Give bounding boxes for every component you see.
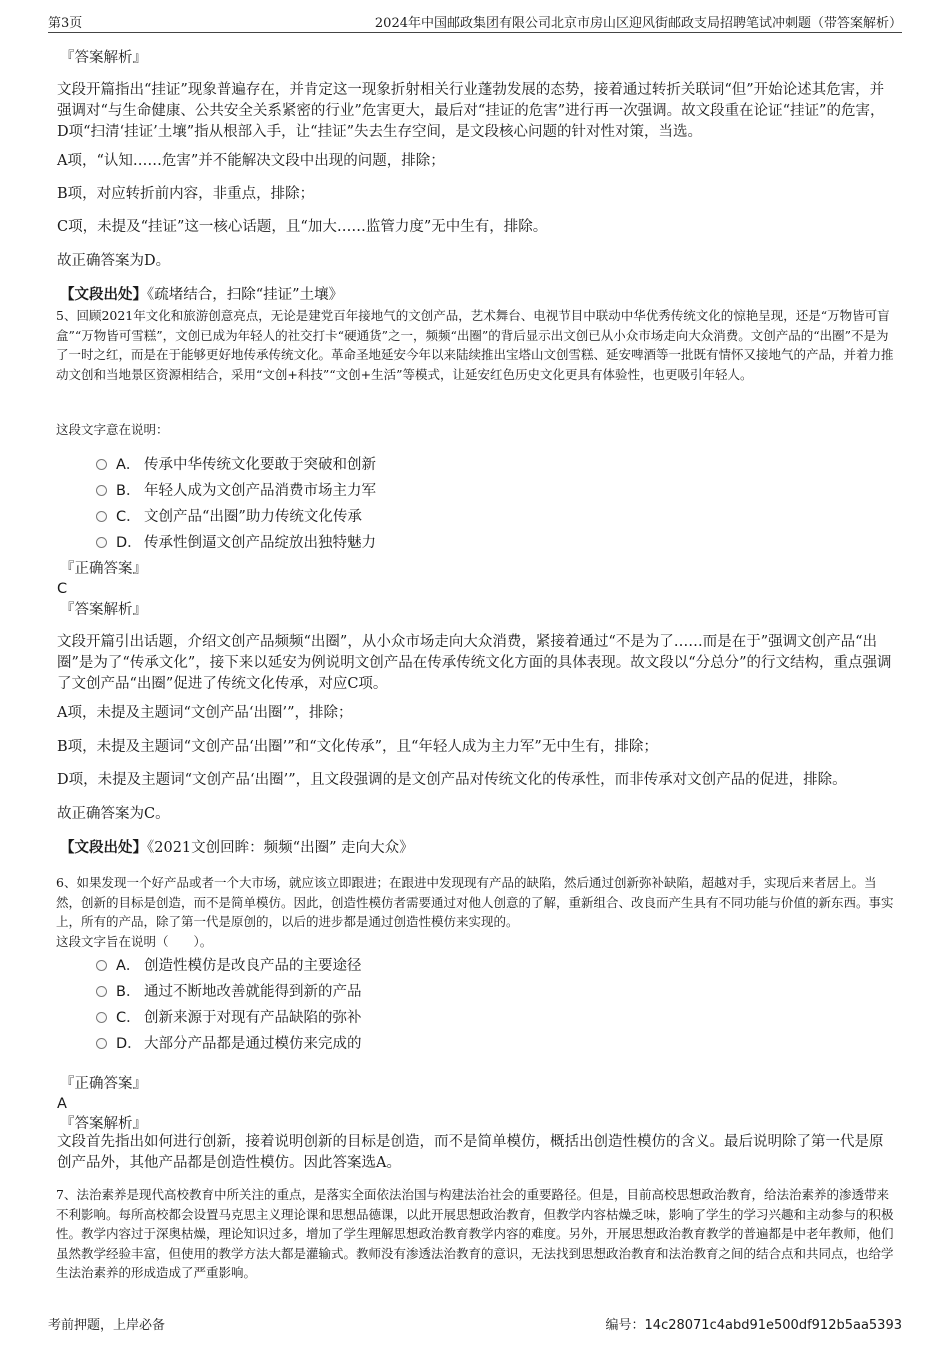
option-text: 创新来源于对现有产品缺陷的弥补 xyxy=(144,1010,362,1026)
option-text: 通过不断地改善就能得到新的产品 xyxy=(144,984,362,1000)
q4-source-label: 【文段出处】 xyxy=(60,286,147,303)
q5-option-a-analysis: A项，未提及主题词“文创产品‘出圈’”，排除； xyxy=(57,705,353,721)
q4-analysis: 文段开篇指出“挂证”现象普遍存在，并肯定这一现象折射相关行业蓬勃发展的态势，接着通过转折关联词“但”开始论述其危害，并强调对“与生命健康、公共安全关系紧密的行业”危害更大，最后对“挂证的危害”进行再一次强调。故文段重在论证“挂证”的危害，D项“扫清‘挂证’土壤”指从根部入手，让“挂证”失去生存空间，是文段核心问题的针对性对策，当选。 xyxy=(57,82,885,140)
footer-code-label: 编号： xyxy=(605,1318,645,1333)
q4-option-c-analysis: C项，未提及“挂证”这一核心话题，且“加大……监管力度”无中生有，排除。 xyxy=(57,219,548,235)
q5-option-d-analysis: D项，未提及主题词“文创产品‘出圈’”，且文段强调的是文创产品对传统文化的传承性，而非传承对文创产品的促进，排除。 xyxy=(57,772,847,788)
q6-stem: 6、如果发现一个好产品或者一个大市场，就应该立即跟进；在跟进中发现现有产品的缺陷，然后通过创新弥补缺陷，超越对手，实现后来者居上。当然，创新的目标是创造，而不是简单模仿。因此，创造性模仿者需要通过对他人创意的了解，重新组合、改良而产生具有不同功能与价值的新东西。事实上，所有的产品，除了第一代是原创的，以后的进步都是通过创造性模仿来实现的。 xyxy=(56,875,894,929)
radio-icon[interactable] xyxy=(96,1038,107,1049)
footer-slogan: 考前押题，上岸必备 xyxy=(48,1318,166,1333)
option-letter: D． xyxy=(116,535,142,551)
option-text: 传承性倒逼文创产品绽放出独特魅力 xyxy=(144,535,376,551)
q6-analysis: 文段首先指出如何进行创新，接着说明创新的目标是创造，而不是简单模仿，概括出创造性模仿的含义。最后说明除了第一代是原创产品外，其他产品都是创造性模仿。因此答案选A。 xyxy=(57,1134,884,1171)
q4-source xyxy=(60,284,343,306)
q6-option-b[interactable] xyxy=(96,982,362,1002)
q5-option-b-analysis: B项，未提及主题词“文创产品‘出圈’”和“文化传承”，且“年轻人成为主力军”无中生有，排除； xyxy=(57,739,658,755)
radio-icon[interactable] xyxy=(96,986,107,997)
option-text: 大部分产品都是通过模仿来完成的 xyxy=(144,1036,362,1052)
option-text: 年轻人成为文创产品消费市场主力军 xyxy=(144,483,376,499)
footer-code-value: 14c28071c4abd91e500df912b5aa5393 xyxy=(644,1318,902,1333)
q6-analysis-label: 『答案解析』 xyxy=(60,1116,147,1132)
option-letter: C． xyxy=(116,1010,141,1026)
option-letter: C． xyxy=(116,509,141,525)
q5-option-a[interactable] xyxy=(96,455,376,475)
q6-option-d[interactable] xyxy=(96,1034,362,1054)
radio-icon[interactable] xyxy=(96,485,107,496)
q5-option-b[interactable] xyxy=(96,481,376,501)
radio-icon[interactable] xyxy=(96,960,107,971)
q5-answer-label: 『正确答案』 xyxy=(60,561,147,577)
document-title: 2024年中国邮政集团有限公司北京市房山区迎风街邮政支局招聘笔试冲刺题（带答案解析） xyxy=(374,16,902,31)
page-number: 第3页 xyxy=(48,16,83,31)
q5-answer: C xyxy=(57,581,68,597)
q5-prompt: 这段文字意在说明： xyxy=(56,422,169,437)
radio-icon[interactable] xyxy=(96,459,107,470)
q4-option-a-analysis: A项，“认知……危害”并不能解决文段中出现的问题，排除； xyxy=(57,153,445,169)
option-letter: A． xyxy=(116,457,141,473)
q4-conclusion: 故正确答案为D。 xyxy=(57,253,171,269)
q4-source-title: 《疏堵结合，扫除“挂证”土壤》 xyxy=(147,287,344,303)
q4-analysis-label: 『答案解析』 xyxy=(60,50,147,66)
option-letter: B． xyxy=(116,984,141,1000)
q6-prompt: 这段文字旨在说明（ ）。 xyxy=(56,934,213,949)
radio-icon[interactable] xyxy=(96,537,107,548)
q6-answer: A xyxy=(57,1096,67,1112)
option-text: 传承中华传统文化要敢于突破和创新 xyxy=(144,457,376,473)
option-letter: D． xyxy=(116,1036,142,1052)
q6-answer-label: 『正确答案』 xyxy=(60,1076,147,1092)
q6-option-a[interactable] xyxy=(96,956,362,976)
q4-option-b-analysis: B项，对应转折前内容，非重点，排除； xyxy=(57,186,315,202)
q5-option-c[interactable] xyxy=(96,507,362,527)
option-letter: B． xyxy=(116,483,141,499)
q5-source-title: 《2021文创回眸：频频“出圈” 走向大众》 xyxy=(147,840,414,856)
footer-code xyxy=(606,1314,902,1333)
option-text: 文创产品“出圈”助力传统文化传承 xyxy=(144,509,362,525)
q7-stem: 7、法治素养是现代高校教育中所关注的重点，是落实全面依法治国与构建法治社会的重要路径。但是，目前高校思想政治教育，给法治素养的渗透带来不利影响。每所高校都会设置马克思主义理论课和思想品德课，以此开展思想政治教育，但教学内容枯燥乏味，影响了学生的学习兴趣和主动参与的积极性。教学内容过于深奥枯燥，理论知识过多，增加了学生理解思想政治教育教学内容的难度。另外，开展思想政治教育教学的普遍都是中老年教师，他们虽然教学经验丰富，但使用的教学方法大都是灌输式。教师没有渗透法治教育的意识，无法找到思想政治教育和法治教育之间的结合点和共同点，也给学生法治素养的形成造成了严重影响。 xyxy=(56,1187,894,1280)
q5-source-label: 【文段出处】 xyxy=(60,839,147,856)
q5-conclusion: 故正确答案为C。 xyxy=(57,806,170,822)
q5-source xyxy=(60,837,414,859)
page-header xyxy=(48,12,902,33)
radio-icon[interactable] xyxy=(96,511,107,522)
q5-analysis-label: 『答案解析』 xyxy=(60,602,147,618)
option-text: 创造性模仿是改良产品的主要途径 xyxy=(144,958,362,974)
radio-icon[interactable] xyxy=(96,1012,107,1023)
q6-option-c[interactable] xyxy=(96,1008,362,1028)
q5-option-d[interactable] xyxy=(96,533,376,553)
q5-stem: 5、回顾2021年文化和旅游创意亮点，无论是建党百年接地气的文创产品，艺术舞台、电视节目中联动中华优秀传统文化的惊艳呈现，还是“万物皆可盲盒”“万物皆可雪糕”，文创已成为年轻人的社交打卡“硬通货”之一，频频“出圈”的背后显示出文创已从小众市场走向大众消费。文创产品的“出圈”不是为了一时之红，而是在于能够更好地传承传统文化。革命圣地延安今年以来陆续推出宝塔山文创雪糕、延安啤酒等一批既有情怀又接地气的产品，并着力推动文创和当地景区资源相结合，采用“文创+科技”“文创+生活”等模式，让延安红色历史文化更具有体验性，也更吸引年轻人。 xyxy=(56,308,894,382)
option-letter: A． xyxy=(116,958,141,974)
q5-analysis: 文段开篇引出话题，介绍文创产品频频“出圈”，从小众市场走向大众消费，紧接着通过“不是为了……而是在于”强调文创产品“出圈”是为了“传承文化”，接下来以延安为例说明文创产品在传承传统文化方面的具体表现。故文段以“分总分”的行文结构，重点强调了文创产品“出圈”促进了传统文化传承，对应C项。 xyxy=(57,634,892,692)
